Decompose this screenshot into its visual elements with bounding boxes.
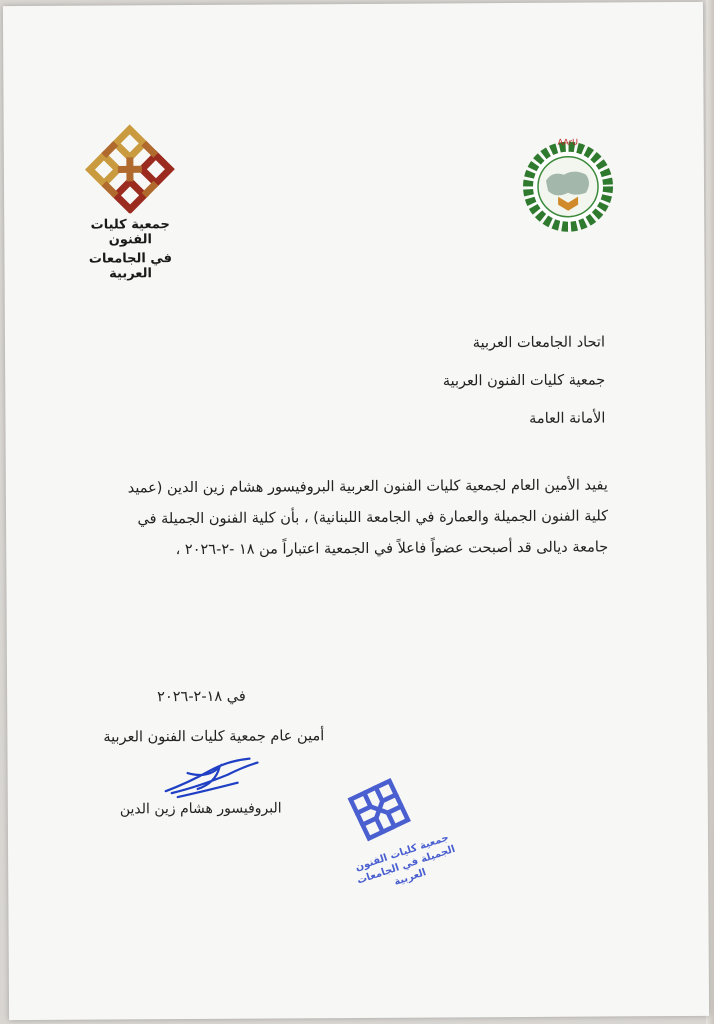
body-paragraph: يفيد الأمين العام لجمعية كليات الفنون العربية البروفيسور هشام زين الدين (عميد كلية الفنون الجميلة والعمارة في الجامعة اللبنانية) ، بأن كلية الفنون الجميلة في جامعة ديالى قد أصبحت عضواً فاعلاً في الجمعية اعتباراً من ١٨ -٢-٢٠٢٦ ، xyxy=(127,477,609,559)
aaru-text: AArU xyxy=(557,137,578,147)
signer-title: أمين عام جمعية كليات الفنون العربية xyxy=(103,728,325,746)
handwritten-signature xyxy=(157,753,267,806)
header-line-union: اتحاد الجامعات العربية xyxy=(472,334,606,352)
arts-faculties-logo xyxy=(72,123,189,282)
header-line-association: جمعية كليات الفنون العربية xyxy=(442,372,606,390)
signer-name: البروفيسور هشام زين الدين xyxy=(119,800,282,818)
document-page xyxy=(3,2,709,1020)
arts-logo-caption-1: جمعية كليات الفنون xyxy=(90,217,170,248)
letter-date: في ١٨-٢-٢٠٢٦ xyxy=(157,688,246,706)
header-line-secretariat: الأمانة العامة xyxy=(529,410,606,427)
stamp-knot-icon xyxy=(335,764,424,853)
arts-logo-caption-2: في الجامعات العربية xyxy=(88,251,173,282)
stamp-caption: جمعية كليات الفنون الجميلة في الجامعات العربية xyxy=(353,832,457,888)
arab-universities-logo xyxy=(516,136,621,241)
knot-logo-icon xyxy=(84,123,177,214)
wreath-emblem-icon xyxy=(516,136,621,237)
